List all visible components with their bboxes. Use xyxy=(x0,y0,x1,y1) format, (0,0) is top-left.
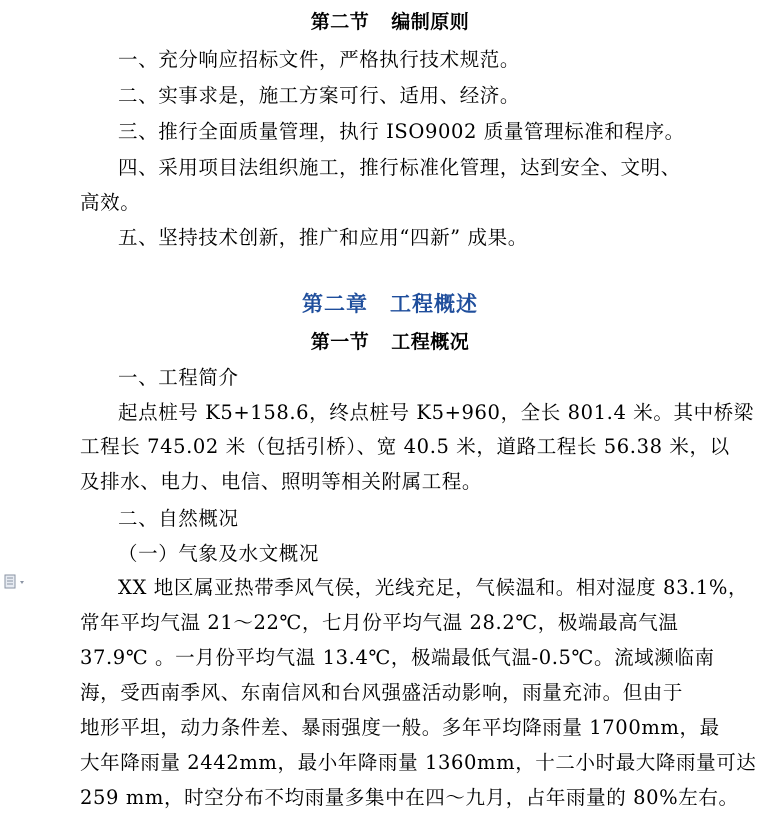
section-heading xyxy=(0,10,780,34)
section-number: 第一节 xyxy=(310,331,370,353)
section-title: 编制原则 xyxy=(391,11,470,33)
paragraph-line: 地形平坦，动力条件差、暴雨强度一般。多年平均降雨量 1700mm，最 xyxy=(80,716,720,739)
document-margin-icon[interactable] xyxy=(4,574,30,590)
paragraph-line: 常年平均气温 21～22℃，七月份平均气温 28.2℃，极端最高气温 xyxy=(80,611,679,634)
subsubsection-heading: （一）气象及水文概况 xyxy=(118,542,320,565)
principle-item: 二、实事求是，施工方案可行、适用、经济。 xyxy=(118,84,521,107)
paragraph-line: 259 mm，时空分布不均雨量多集中在四～九月，占年雨量的 80%左右。 xyxy=(80,786,739,809)
paragraph-line: 海，受西南季风、东南信风和台风强盛活动影响，雨量充沛。但由于 xyxy=(80,681,684,704)
principle-item: 五、坚持技术创新，推广和应用“四新” 成果。 xyxy=(118,226,528,249)
paragraph-line: XX 地区属亚热带季风气侯，光线充足，气候温和。相对湿度 83.1%， xyxy=(118,576,749,599)
subsection-heading: 一、工程简介 xyxy=(118,366,239,389)
paragraph-line: 大年降雨量 2442mm，最小年降雨量 1360mm，十二小时最大降雨量可达 xyxy=(80,751,757,774)
subsection-heading: 二、自然概况 xyxy=(118,507,239,530)
section-number: 第二节 xyxy=(310,11,370,33)
paragraph-line: 工程长 745.02 米（包括引桥）、宽 40.5 米，道路工程长 56.38 米，以 xyxy=(80,435,730,458)
principle-item-continuation: 高效。 xyxy=(80,191,141,214)
chapter-number: 第二章 xyxy=(302,292,368,316)
paragraph-line: 37.9℃ 。一月份平均气温 13.4℃，极端最低气温-0.5℃。流域濒临南 xyxy=(80,646,715,669)
paragraph-line: 起点桩号 K5+158.6，终点桩号 K5+960，全长 801.4 米。其中桥梁 xyxy=(118,401,754,424)
section-heading xyxy=(0,330,780,354)
chapter-heading xyxy=(0,292,780,316)
principle-item: 四、采用项目法组织施工，推行标准化管理，达到安全、文明、 xyxy=(118,156,681,179)
principle-item: 三、推行全面质量管理，执行 ISO9002 质量管理标准和程序。 xyxy=(118,120,685,143)
paragraph-line: 及排水、电力、电信、照明等相关附属工程。 xyxy=(80,470,483,493)
principle-item: 一、充分响应招标文件，严格执行技术规范。 xyxy=(118,48,521,71)
chapter-title: 工程概述 xyxy=(390,292,478,316)
section-title: 工程概况 xyxy=(391,331,470,353)
